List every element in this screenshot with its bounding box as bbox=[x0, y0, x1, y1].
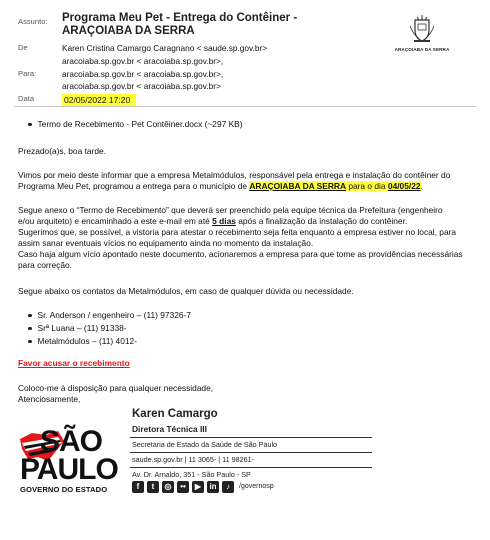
bullet-icon bbox=[28, 123, 32, 127]
list-item: Metalmódulos – (11) 4012- bbox=[28, 335, 191, 348]
tiktok-icon[interactable]: ♪ bbox=[222, 481, 234, 493]
paragraph-2-line-6: para correção. bbox=[18, 260, 72, 270]
to-row-2 bbox=[18, 81, 221, 92]
paragraph-1-line-2: Programa Meu Pet, programou a entrega para o município de ARAÇOIABA DA SERRA para o dia 04/05/22. bbox=[18, 181, 423, 191]
cc-row bbox=[18, 56, 223, 67]
closing-line-1: Coloco-me à disposição para qualquer necessidade, bbox=[18, 383, 214, 393]
paragraph-1-line-1: Vimos por meio deste informar que a empresa Metalmódulos, responsável pela entrega e instalação do contêiner do bbox=[18, 170, 451, 180]
paragraph-2-line-5: Caso haja algum vício apontado neste documento, acionaremos a empresa para que tome as providências necessárias bbox=[18, 249, 463, 259]
coat-of-arms-icon bbox=[407, 14, 437, 44]
list-item: Sr. Anderson / engenheiro – (11) 97326-7 bbox=[28, 309, 191, 322]
from-value[interactable]: Karen Cristina Camargo Caragnano < saude.sp.gov.br> bbox=[62, 43, 268, 53]
twitter-icon[interactable]: t bbox=[147, 481, 159, 493]
logo-text-sao: SÃO bbox=[40, 425, 103, 458]
subject-label: Assunto: bbox=[18, 17, 48, 26]
days-emphasis: 5 dias bbox=[212, 216, 236, 226]
list-item: Srª Luana – (11) 91338- bbox=[28, 322, 191, 335]
to-value-1[interactable]: aracoiaba.sp.gov.br < aracoiaba.sp.gov.br>, bbox=[62, 69, 224, 79]
from-label: De bbox=[18, 43, 28, 52]
social-handle[interactable]: /governosp bbox=[239, 483, 274, 491]
header-divider bbox=[14, 106, 476, 107]
signature-contact[interactable]: saude.sp.gov.br | 11 3065- | 11 98261- bbox=[132, 455, 255, 464]
cc-value[interactable]: aracoiaba.sp.gov.br < aracoiaba.sp.gov.br>, bbox=[62, 56, 224, 66]
greeting: Prezado(a)s, boa tarde. bbox=[18, 146, 106, 156]
logo-text-governo: GOVERNO DO ESTADO bbox=[20, 485, 108, 494]
subject bbox=[62, 12, 297, 38]
city-highlight: ARAÇOIABA DA SERRA bbox=[249, 181, 346, 191]
signature-name: Karen Camargo bbox=[132, 408, 218, 420]
subject-line-2: ARAÇOIABA DA SERRA bbox=[62, 24, 195, 37]
date-value: 02/05/2022 17:20 bbox=[62, 94, 136, 107]
signature-org: Secretaria de Estado da Saúde de São Paulo bbox=[132, 440, 278, 449]
from-row bbox=[18, 43, 267, 54]
facebook-icon[interactable]: f bbox=[132, 481, 144, 493]
paragraph-2-line-1: Segue anexo o “Termo de Recebimento” que deverá ser preenchido pela equipe técnica da Prefeitura (engenheiro bbox=[18, 205, 443, 215]
city-crest bbox=[394, 14, 450, 53]
crest-label: ARAÇOIABA DA SERRA bbox=[394, 47, 450, 53]
linkedin-icon[interactable]: in bbox=[207, 481, 219, 493]
bullet-icon bbox=[28, 314, 32, 318]
signature-divider bbox=[130, 467, 372, 468]
to-value-2[interactable]: aracoiaba.sp.gov.br < aracoiaba.sp.gov.br> bbox=[62, 81, 221, 91]
contact-list bbox=[28, 309, 191, 348]
attachment-name[interactable]: Termo de Recebimento - Pet Contêiner.docx (~297 KB) bbox=[37, 119, 243, 129]
signature-divider bbox=[130, 437, 372, 438]
social-links bbox=[132, 481, 274, 493]
date-highlight: 04/05/22 bbox=[387, 181, 421, 191]
logo-text-paulo: PAULO bbox=[20, 453, 118, 486]
paragraph-2-line-3: Sugerimos que, se possível, a vistoria para atestar o recebimento seja feita enquanto a empresa estiver no local, para bbox=[18, 227, 457, 237]
flickr-icon[interactable]: •• bbox=[177, 481, 189, 493]
closing-line-2: Atenciosamente, bbox=[18, 394, 81, 404]
bullet-icon bbox=[28, 327, 32, 331]
attachment[interactable] bbox=[28, 119, 243, 130]
to-row bbox=[18, 69, 223, 80]
acknowledge-link[interactable]: Favor acusar o recebimento bbox=[18, 358, 130, 368]
subject-row bbox=[18, 12, 297, 38]
subject-line-1: Programa Meu Pet - Entrega do Contêiner - bbox=[62, 12, 298, 24]
date-label: Data bbox=[18, 94, 35, 103]
signature-divider bbox=[130, 452, 372, 453]
paragraph-2-line-4: assim sanar eventuais vícios no equipamento ainda no momento da instalação. bbox=[18, 238, 314, 248]
signature-address: Av. Dr. Arnaldo, 351 - São Paulo - SP bbox=[132, 470, 251, 479]
paragraph-3: Segue abaixo os contatos da Metalmódulos, em caso de qualquer dúvida ou necessidade. bbox=[18, 286, 354, 296]
email-header bbox=[0, 0, 490, 112]
youtube-icon[interactable]: ▶ bbox=[192, 481, 204, 493]
to-label: Para: bbox=[18, 69, 37, 78]
bullet-icon bbox=[28, 340, 32, 344]
instagram-icon[interactable]: ◎ bbox=[162, 481, 174, 493]
signature-role: Diretora Técnica III bbox=[132, 424, 207, 434]
paragraph-2-line-2: e/ou arquiteto) e encaminhado a este e-mail em até 5 dias após a finalização da instalação do contêiner. bbox=[18, 216, 408, 226]
